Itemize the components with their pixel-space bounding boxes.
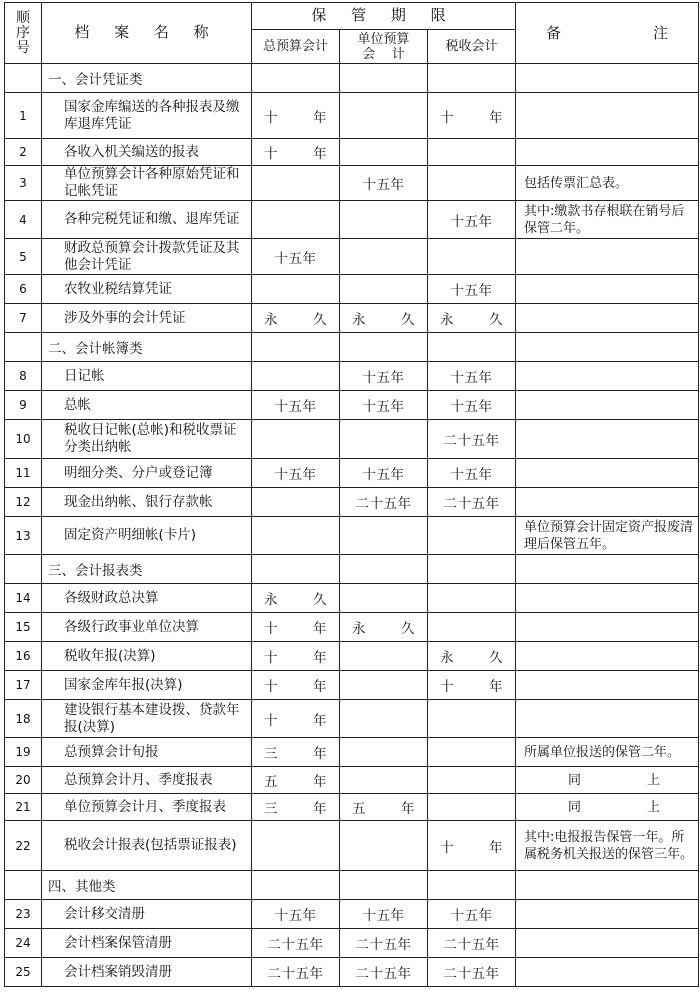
tax-term	[428, 139, 516, 166]
archive-name: 国家金库编送的各种报表及缴库退库凭证	[42, 93, 252, 139]
tax-term	[428, 420, 516, 459]
general-budget-term	[252, 767, 340, 794]
row-number: 19	[5, 738, 42, 767]
general-budget-term-value: 二十五年	[267, 937, 324, 953]
category-empty-cell	[340, 871, 428, 900]
remark-cell	[516, 93, 699, 139]
unit-budget-term	[340, 900, 428, 929]
unit-budget-term	[340, 821, 428, 871]
tax-term	[428, 613, 516, 642]
table-row	[5, 304, 699, 333]
general-budget-term-part-a: 十	[264, 679, 278, 695]
category-seq-cell	[5, 871, 42, 900]
general-budget-term	[252, 900, 340, 929]
archive-name: 日记帐	[42, 362, 252, 391]
archive-name: 税收年报(决算)	[42, 642, 252, 671]
general-budget-term-value: 十五年	[274, 908, 317, 924]
retention-table	[4, 2, 699, 987]
archive-name: 现金出纳帐、银行存款帐	[42, 488, 252, 517]
table-row	[5, 738, 699, 767]
tax-term-part-b: 久	[489, 650, 503, 666]
tax-term-part-a: 十	[440, 839, 454, 856]
tax-term	[428, 362, 516, 391]
general-budget-term	[252, 93, 340, 139]
general-budget-term-part-b: 年	[313, 621, 327, 637]
general-budget-term	[252, 275, 340, 304]
category-seq-cell	[5, 64, 42, 93]
archive-name: 农牧业税结算凭证	[42, 275, 252, 304]
general-budget-term-part-b: 久	[313, 592, 327, 608]
general-budget-term-part-a: 十	[264, 621, 278, 637]
row-number: 17	[5, 671, 42, 700]
table-row	[5, 517, 699, 555]
tax-term	[428, 459, 516, 488]
general-budget-term	[252, 613, 340, 642]
unit-budget-term-value: 十五年	[362, 908, 405, 924]
remark-part-a: 同	[568, 772, 582, 788]
table-row	[5, 767, 699, 794]
table-row	[5, 239, 699, 275]
unit-budget-term-value: 二十五年	[355, 496, 412, 512]
row-number: 9	[5, 391, 42, 420]
table-row	[5, 391, 699, 420]
general-budget-term	[252, 239, 340, 275]
remark-cell	[516, 929, 699, 958]
tax-term-part-a: 十	[440, 679, 454, 695]
category-empty-cell	[428, 333, 516, 362]
row-number: 3	[5, 166, 42, 201]
category-title: 四、其他类	[42, 871, 252, 900]
general-budget-term	[252, 166, 340, 201]
table-row	[5, 642, 699, 671]
tax-header-label: 税收会计	[445, 39, 498, 54]
archive-name: 各级财政总决算	[42, 584, 252, 613]
tax-term	[428, 671, 516, 700]
tax-term-value: 二十五年	[443, 966, 500, 982]
unit-budget-term	[340, 459, 428, 488]
general-budget-term	[252, 362, 340, 391]
row-number: 4	[5, 201, 42, 239]
name-header	[42, 3, 252, 64]
archive-name: 各收入机关编送的报表	[42, 139, 252, 166]
tax-term-value: 十五年	[450, 399, 493, 415]
category-row	[5, 555, 699, 584]
tax-term-part-b: 年	[489, 109, 503, 126]
remark-cell	[516, 767, 699, 794]
tax-term-value: 二十五年	[443, 433, 500, 449]
remark-cell: 其中:电报报告保管一年。所属税务机关报送的保管三年。	[516, 821, 699, 871]
remark-cell	[516, 420, 699, 459]
general-budget-term	[252, 304, 340, 333]
unit-budget-term	[340, 517, 428, 555]
archive-name: 税收日记帐(总帐)和税收票证分类出纳帐	[42, 420, 252, 459]
tax-term	[428, 517, 516, 555]
archive-name: 各级行政事业单位决算	[42, 613, 252, 642]
unit-budget-term	[340, 488, 428, 517]
tax-term	[428, 201, 516, 239]
unit-budget-term-part-a: 永	[352, 621, 366, 637]
remark-header-left: 备	[546, 23, 562, 42]
general-budget-term	[252, 671, 340, 700]
tax-term	[428, 488, 516, 517]
unit-budget-term-value: 二十五年	[355, 937, 412, 953]
general-budget-term-part-a: 三	[264, 801, 278, 817]
row-number: 21	[5, 794, 42, 821]
name-header-label: 档 案 名 称	[74, 23, 219, 41]
remark-cell	[516, 459, 699, 488]
remark-header	[516, 3, 699, 64]
general-budget-term	[252, 517, 340, 555]
unit-budget-term	[340, 239, 428, 275]
tax-term	[428, 767, 516, 794]
tax-term-value: 二十五年	[443, 496, 500, 512]
unit-budget-header	[340, 30, 428, 64]
table-row	[5, 139, 699, 166]
category-title: 一、会计凭证类	[42, 64, 252, 93]
period-header	[252, 3, 516, 30]
general-budget-term-part-a: 永	[264, 312, 278, 328]
general-budget-term	[252, 459, 340, 488]
general-budget-term-part-a: 十	[264, 650, 278, 666]
general-budget-term	[252, 201, 340, 239]
category-empty-cell	[340, 333, 428, 362]
general-budget-term	[252, 139, 340, 166]
remark-cell	[516, 958, 699, 987]
tax-term-part-b: 年	[489, 839, 503, 856]
remark-cell	[516, 304, 699, 333]
table-row	[5, 275, 699, 304]
archive-name: 总预算会计月、季度报表	[42, 767, 252, 794]
general-budget-term-value: 十五年	[274, 399, 317, 415]
seq-header	[5, 3, 42, 64]
category-empty-cell	[252, 333, 340, 362]
general-budget-term-part-b: 年	[313, 109, 327, 126]
archive-name: 固定资产明细帐(卡片)	[42, 517, 252, 555]
category-empty-cell	[252, 555, 340, 584]
general-budget-term	[252, 642, 340, 671]
remark-cell: 其中:缴款书存根联在销号后保管二年。	[516, 201, 699, 239]
table-row	[5, 821, 699, 871]
remark-cell	[516, 239, 699, 275]
general-budget-term-part-a: 永	[264, 592, 278, 608]
general-budget-term-part-b: 年	[313, 146, 327, 162]
archive-name: 明细分类、分户或登记簿	[42, 459, 252, 488]
unit-budget-term	[340, 201, 428, 239]
archive-name: 会计移交清册	[42, 900, 252, 929]
unit-budget-term	[340, 362, 428, 391]
archive-name: 会计档案销毁清册	[42, 958, 252, 987]
row-number: 22	[5, 821, 42, 871]
remark-cell	[516, 362, 699, 391]
remark-cell	[516, 613, 699, 642]
remark-cell	[516, 794, 699, 821]
remark-cell: 包括传票汇总表。	[516, 166, 699, 201]
unit-budget-term	[340, 794, 428, 821]
remark-cell	[516, 642, 699, 671]
archive-name: 各种完税凭证和缴、退库凭证	[42, 201, 252, 239]
general-budget-term	[252, 420, 340, 459]
unit-budget-term	[340, 93, 428, 139]
general-budget-term-part-b: 年	[313, 774, 327, 790]
unit-budget-term	[340, 700, 428, 738]
table-row	[5, 459, 699, 488]
unit-budget-term-value: 十五年	[362, 177, 405, 193]
table-row	[5, 362, 699, 391]
tax-term-value: 十五年	[450, 213, 493, 230]
category-empty-cell	[252, 64, 340, 93]
category-empty-cell	[428, 64, 516, 93]
category-seq-cell	[5, 333, 42, 362]
general-budget-term-part-b: 年	[313, 650, 327, 666]
general-budget-term	[252, 821, 340, 871]
tax-term	[428, 929, 516, 958]
table-body	[5, 3, 699, 987]
category-row	[5, 871, 699, 900]
tax-term-value: 十五年	[450, 908, 493, 924]
tax-term	[428, 794, 516, 821]
remark-cell	[516, 671, 699, 700]
unit-budget-header-line2: 会 计	[362, 46, 405, 62]
general-budget-term-part-a: 三	[264, 746, 278, 762]
archive-name: 涉及外事的会计凭证	[42, 304, 252, 333]
table-row	[5, 700, 699, 738]
tax-term-value: 十五年	[450, 283, 493, 299]
table-row	[5, 93, 699, 139]
table-row	[5, 671, 699, 700]
archive-name: 会计档案保管清册	[42, 929, 252, 958]
archive-name: 财政总预算会计拨款凭证及其他会计凭证	[42, 239, 252, 275]
general-budget-header	[252, 30, 340, 64]
general-budget-term-value: 二十五年	[267, 966, 324, 982]
unit-budget-term-part-a: 永	[352, 312, 366, 328]
unit-budget-term	[340, 139, 428, 166]
remark-cell	[516, 139, 699, 166]
archive-name: 单位预算会计月、季度报表	[42, 794, 252, 821]
tax-term-value: 十五年	[450, 467, 493, 483]
archive-name: 单位预算会计各种原始凭证和记帐凭证	[42, 166, 252, 201]
category-title: 二、会计帐簿类	[42, 333, 252, 362]
tax-term	[428, 900, 516, 929]
remark-part-b: 上	[646, 772, 660, 788]
general-budget-term	[252, 929, 340, 958]
category-empty-cell	[516, 871, 699, 900]
row-number: 5	[5, 239, 42, 275]
row-number: 6	[5, 275, 42, 304]
unit-budget-term-value: 二十五年	[355, 966, 412, 982]
unit-budget-term	[340, 958, 428, 987]
category-empty-cell	[340, 64, 428, 93]
row-number: 7	[5, 304, 42, 333]
unit-budget-term	[340, 767, 428, 794]
row-number: 8	[5, 362, 42, 391]
archive-name: 总帐	[42, 391, 252, 420]
row-number: 13	[5, 517, 42, 555]
remark-cell: 单位预算会计固定资产报废清理后保管五年。	[516, 517, 699, 555]
tax-term-part-a: 永	[440, 312, 454, 328]
unit-budget-term-part-b: 久	[401, 621, 415, 637]
tax-term-value: 二十五年	[443, 937, 500, 953]
archive-name: 国家金库年报(决算)	[42, 671, 252, 700]
row-number: 23	[5, 900, 42, 929]
row-number: 2	[5, 139, 42, 166]
general-budget-term	[252, 794, 340, 821]
table-row	[5, 584, 699, 613]
remark-part-b: 上	[646, 799, 660, 815]
archive-name: 税收会计报表(包括票证报表)	[42, 821, 252, 871]
tax-term-part-b: 年	[489, 679, 503, 695]
row-number: 18	[5, 700, 42, 738]
category-row	[5, 333, 699, 362]
table-row	[5, 900, 699, 929]
general-budget-term	[252, 700, 340, 738]
general-budget-term-part-a: 十	[264, 109, 278, 126]
unit-budget-term	[340, 613, 428, 642]
row-number: 24	[5, 929, 42, 958]
category-empty-cell	[516, 64, 699, 93]
general-budget-term	[252, 738, 340, 767]
category-title: 三、会计报表类	[42, 555, 252, 584]
unit-budget-term-value: 十五年	[362, 370, 405, 386]
general-budget-term	[252, 391, 340, 420]
remark-cell	[516, 900, 699, 929]
unit-budget-header-line1: 单位预算	[357, 31, 410, 47]
seq-header-label: 顺序号	[16, 9, 30, 56]
table-row	[5, 420, 699, 459]
row-number: 10	[5, 420, 42, 459]
remark-cell: 所属单位报送的保管二年。	[516, 738, 699, 767]
unit-budget-term-part-b: 年	[401, 801, 415, 817]
table-row	[5, 929, 699, 958]
unit-budget-term	[340, 166, 428, 201]
row-number: 12	[5, 488, 42, 517]
header-row-top	[5, 3, 699, 30]
row-number: 11	[5, 459, 42, 488]
period-header-label: 保 管 期 限	[311, 6, 456, 24]
unit-budget-term-value: 十五年	[362, 467, 405, 483]
tax-term-part-a: 永	[440, 650, 454, 666]
general-budget-term-value: 十五年	[274, 250, 317, 267]
unit-budget-term	[340, 929, 428, 958]
unit-budget-term-part-a: 五	[352, 801, 366, 817]
row-number: 15	[5, 613, 42, 642]
category-empty-cell	[516, 333, 699, 362]
tax-term	[428, 93, 516, 139]
remark-cell	[516, 391, 699, 420]
tax-term	[428, 642, 516, 671]
table-row	[5, 201, 699, 239]
remark-part-a: 同	[568, 799, 582, 815]
table-row	[5, 613, 699, 642]
remark-cell	[516, 275, 699, 304]
general-budget-term-part-b: 久	[313, 312, 327, 328]
general-budget-term-part-b: 年	[313, 746, 327, 762]
table-row	[5, 166, 699, 201]
tax-term-value: 十五年	[450, 370, 493, 386]
tax-term	[428, 239, 516, 275]
tax-term	[428, 738, 516, 767]
remark-cell	[516, 584, 699, 613]
general-budget-term-part-b: 年	[313, 679, 327, 695]
archive-name: 建设银行基本建设拨、贷款年报(决算)	[42, 700, 252, 738]
row-number: 25	[5, 958, 42, 987]
remark-header-right: 注	[652, 23, 668, 42]
row-number: 16	[5, 642, 42, 671]
category-empty-cell	[340, 555, 428, 584]
tax-term	[428, 584, 516, 613]
row-number: 20	[5, 767, 42, 794]
general-budget-term	[252, 958, 340, 987]
table-row	[5, 488, 699, 517]
tax-term	[428, 275, 516, 304]
general-budget-header-label: 总预算会计	[262, 39, 328, 54]
tax-term-part-a: 十	[440, 109, 454, 126]
unit-budget-term	[340, 642, 428, 671]
tax-header	[428, 30, 516, 64]
tax-term	[428, 304, 516, 333]
general-budget-term-part-b: 年	[313, 801, 327, 817]
general-budget-term	[252, 584, 340, 613]
general-budget-term-value: 十五年	[274, 467, 317, 483]
category-empty-cell	[428, 555, 516, 584]
general-budget-term-part-a: 十	[264, 712, 278, 729]
unit-budget-term	[340, 391, 428, 420]
tax-term	[428, 821, 516, 871]
tax-term	[428, 166, 516, 201]
tax-term	[428, 391, 516, 420]
category-empty-cell	[516, 555, 699, 584]
unit-budget-term	[340, 671, 428, 700]
archive-name: 总预算会计旬报	[42, 738, 252, 767]
row-number: 1	[5, 93, 42, 139]
table-row	[5, 794, 699, 821]
general-budget-term	[252, 488, 340, 517]
unit-budget-term-value: 十五年	[362, 399, 405, 415]
unit-budget-term	[340, 275, 428, 304]
unit-budget-term-part-b: 久	[401, 312, 415, 328]
tax-term-part-b: 久	[489, 312, 503, 328]
row-number: 14	[5, 584, 42, 613]
tax-term	[428, 958, 516, 987]
remark-cell	[516, 488, 699, 517]
tax-term	[428, 700, 516, 738]
unit-budget-term	[340, 738, 428, 767]
table-row	[5, 958, 699, 987]
general-budget-term-part-a: 十	[264, 146, 278, 162]
category-row	[5, 64, 699, 93]
remark-cell	[516, 700, 699, 738]
unit-budget-term	[340, 304, 428, 333]
general-budget-term-part-a: 五	[264, 774, 278, 790]
category-empty-cell	[428, 871, 516, 900]
category-empty-cell	[252, 871, 340, 900]
category-seq-cell	[5, 555, 42, 584]
general-budget-term-part-b: 年	[313, 712, 327, 729]
unit-budget-term	[340, 584, 428, 613]
unit-budget-term	[340, 420, 428, 459]
